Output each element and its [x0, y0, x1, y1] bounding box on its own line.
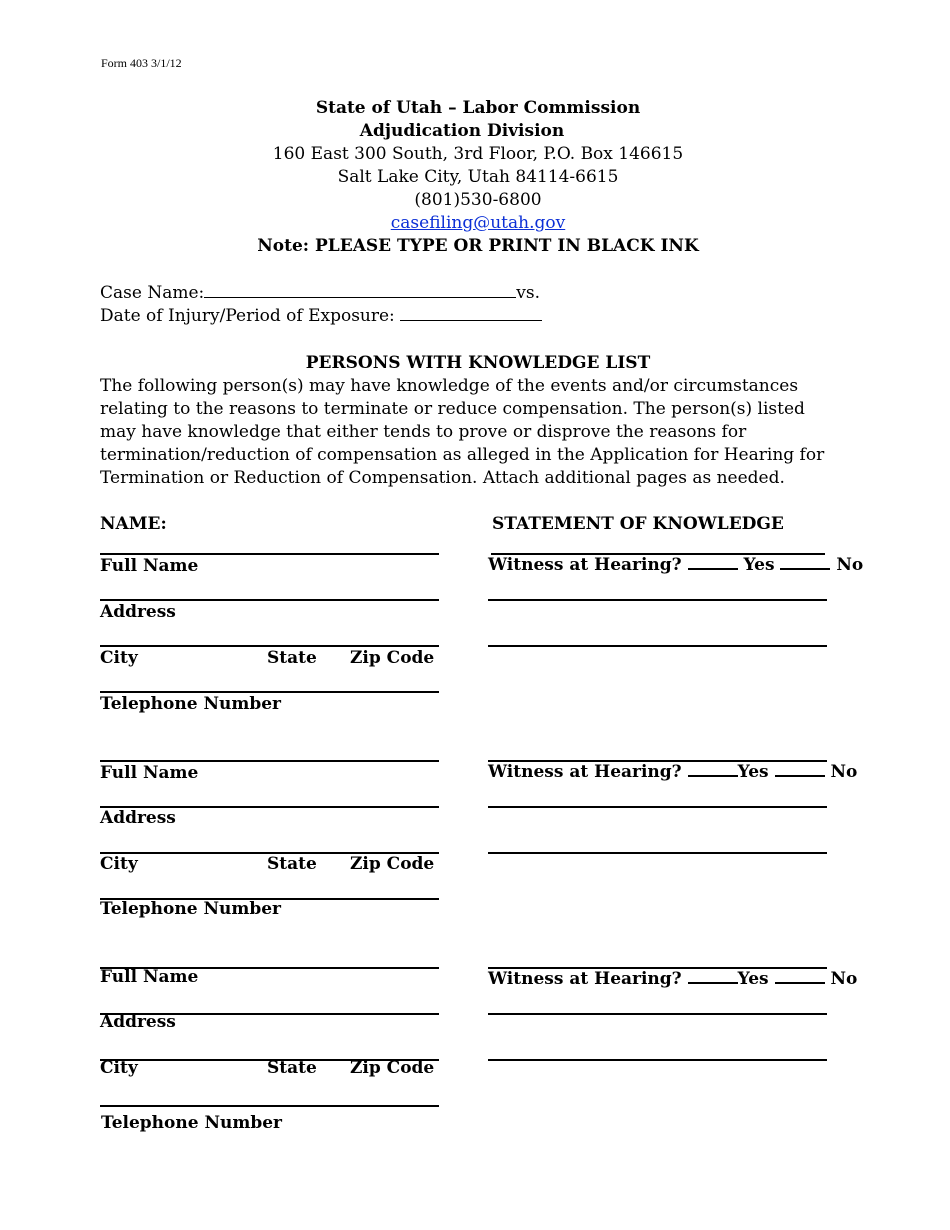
witness-row	[488, 969, 857, 989]
witness-yes-blank[interactable]	[688, 762, 738, 777]
witness-no-label: No	[830, 969, 858, 989]
full-name-label: Full Name	[100, 556, 199, 576]
telephone-line[interactable]	[100, 1105, 439, 1107]
witness-no-blank[interactable]	[780, 555, 830, 570]
statement-line[interactable]	[488, 599, 827, 601]
witness-yes-label: Yes	[737, 762, 769, 782]
city-label: City	[100, 648, 138, 668]
statement-column-header: STATEMENT OF KNOWLEDGE	[492, 514, 784, 534]
witness-no-label: No	[836, 555, 864, 575]
email-link[interactable]: casefiling@utah.gov	[390, 213, 566, 233]
city-label: City	[100, 854, 138, 874]
witness-yes-blank[interactable]	[688, 555, 738, 570]
vs-label: vs.	[516, 283, 540, 303]
address-label: Address	[100, 1012, 176, 1032]
section-title: PERSONS WITH KNOWLEDGE LIST	[305, 353, 651, 373]
witness-question: Witness at Hearing?	[488, 762, 682, 782]
zip-label: Zip Code	[350, 648, 435, 668]
injury-date-label: Date of Injury/Period of Exposure:	[100, 306, 395, 326]
address-label: Address	[100, 602, 176, 622]
witness-question: Witness at Hearing?	[488, 555, 682, 575]
city-state-zip-line[interactable]	[100, 645, 439, 647]
city-label: City	[100, 1058, 138, 1078]
agency-address: 160 East 300 South, 3rd Floor, P.O. Box 146615	[272, 144, 684, 164]
witness-no-blank[interactable]	[775, 762, 825, 777]
section-description: The following person(s) may have knowledge of the events and/or circumstances relating to the reasons to terminate or reduce compensation. The person(s) listed may have knowledge that either tends to prove or disprove the reasons for termination/reduction of compensation as alleged in the Application for Hearing for Termination or Reduction of Compensation. Attach additional pages as needed.	[100, 376, 825, 488]
statement-line[interactable]	[488, 645, 827, 647]
telephone-label: Telephone Number	[100, 694, 282, 714]
injury-date-row	[100, 305, 542, 328]
name-column-header: NAME:	[100, 514, 167, 534]
witness-no-blank[interactable]	[775, 969, 825, 984]
case-name-label: Case Name:	[100, 283, 205, 303]
full-name-line[interactable]	[100, 553, 439, 555]
statement-line[interactable]	[488, 1059, 827, 1061]
ink-note: Note: PLEASE TYPE OR PRINT IN BLACK INK	[257, 236, 699, 256]
telephone-label: Telephone Number	[101, 1113, 283, 1133]
witness-no-label: No	[830, 762, 858, 782]
case-name-row	[100, 282, 540, 305]
agency-city: Salt Lake City, Utah 84114-6615	[337, 167, 619, 187]
witness-yes-blank[interactable]	[688, 969, 738, 984]
witness-row	[488, 555, 863, 575]
form-number: Form 403 3/1/12	[101, 56, 182, 70]
full-name-label: Full Name	[100, 763, 199, 783]
state-label: State	[267, 1058, 317, 1078]
case-name-field[interactable]	[204, 283, 516, 298]
state-label: State	[267, 854, 317, 874]
agency-phone: (801)530-6800	[414, 190, 542, 210]
address-line[interactable]	[100, 599, 439, 601]
witness-question: Witness at Hearing?	[488, 969, 682, 989]
division-title: Adjudication Division	[359, 121, 565, 141]
zip-label: Zip Code	[350, 1058, 435, 1078]
statement-line[interactable]	[488, 806, 827, 808]
witness-yes-label: Yes	[737, 969, 769, 989]
state-label: State	[267, 648, 317, 668]
full-name-label: Full Name	[100, 967, 199, 987]
full-name-line[interactable]	[100, 760, 439, 762]
witness-row	[488, 762, 857, 782]
address-label: Address	[100, 808, 176, 828]
statement-line[interactable]	[488, 852, 827, 854]
statement-line[interactable]	[488, 1013, 827, 1015]
agency-title: State of Utah – Labor Commission	[315, 98, 641, 118]
telephone-line[interactable]	[100, 691, 439, 693]
witness-yes-label: Yes	[743, 555, 775, 575]
zip-label: Zip Code	[350, 854, 435, 874]
injury-date-field[interactable]	[400, 306, 542, 321]
telephone-label: Telephone Number	[100, 899, 282, 919]
